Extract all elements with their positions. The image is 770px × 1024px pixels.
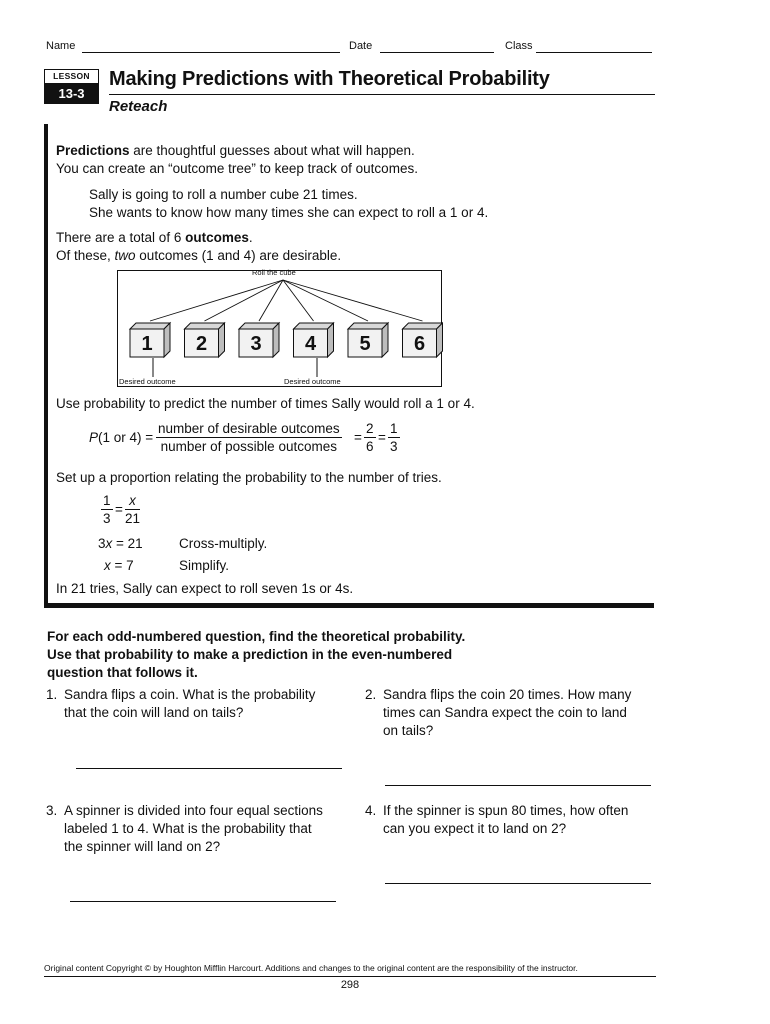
step1-equation: 3x = 21 bbox=[98, 536, 143, 551]
lesson-badge bbox=[44, 69, 99, 104]
footer-rule bbox=[44, 976, 656, 977]
cube-number-6: 6 bbox=[413, 333, 426, 355]
outcome-tree-svg bbox=[118, 271, 443, 388]
tree-branches bbox=[150, 280, 423, 321]
number-cube-6 bbox=[403, 323, 443, 357]
tree-branch-4 bbox=[283, 280, 314, 321]
answer-blank-1[interactable] bbox=[76, 768, 342, 769]
total-outcomes-text: There are a total of 6 outcomes. bbox=[56, 230, 253, 245]
proportion-left-fraction: $\frac{1}{3}$ bbox=[103, 493, 111, 526]
formula-fraction-1-3: $\frac{1}{3}$ bbox=[390, 421, 398, 454]
name-label: Name bbox=[46, 40, 76, 52]
tree-branch-5 bbox=[283, 280, 368, 321]
number-cube-3 bbox=[239, 323, 279, 357]
cube-number-5: 5 bbox=[359, 333, 371, 355]
copyright-footer: Original content Copyright © by Houghton Mifflin Harcourt. Additions and changes to the original content are the responsibility of the instructor. bbox=[44, 963, 578, 973]
cube-number-4: 4 bbox=[304, 333, 317, 355]
desired-outcome-label-2: Desired outcome bbox=[284, 377, 341, 386]
answer-blank-2[interactable] bbox=[385, 785, 651, 786]
answer-blank-4[interactable] bbox=[385, 883, 651, 884]
proportion-text: Set up a proportion relating the probability to the number of tries. bbox=[56, 470, 442, 485]
step2-equation: x = 7 bbox=[104, 558, 134, 573]
formula-denominator: number of possible outcomes bbox=[160, 439, 337, 454]
class-label: Class bbox=[505, 40, 533, 52]
formula-main-fraction bbox=[156, 420, 342, 455]
outcome-tree-diagram bbox=[117, 270, 442, 387]
formula-lhs: P(1 or 4) = bbox=[89, 430, 154, 445]
title-rule bbox=[109, 94, 655, 95]
question-1: 1. Sandra flips a coin. What is the probability that the coin will land on tails? bbox=[46, 687, 316, 720]
cube-number-2: 2 bbox=[195, 333, 208, 355]
cubes-group bbox=[130, 323, 443, 357]
proportion-right-fraction: $\frac{x}{21}$ bbox=[125, 493, 141, 526]
date-label: Date bbox=[349, 40, 373, 52]
tree-branch-6 bbox=[283, 280, 423, 321]
number-cube-5 bbox=[348, 323, 388, 357]
question-4: 4. If the spinner is spun 80 times, how often can you expect it to land on 2? bbox=[365, 803, 629, 836]
question-3: 3. A spinner is divided into four equal sections labeled 1 to 4. What is the probability that the spinner will land on 2? bbox=[46, 803, 323, 854]
outcome-tree-text: You can create an “outcome tree” to keep track of outcomes. bbox=[56, 161, 418, 176]
date-blank[interactable] bbox=[380, 52, 494, 53]
panel-bottom-border bbox=[44, 603, 654, 608]
predictions-definition: Predictions are thoughtful guesses about what will happen. bbox=[56, 143, 415, 158]
panel-left-border bbox=[44, 124, 48, 608]
cube-number-1: 1 bbox=[141, 333, 153, 355]
instructions: For each odd-numbered question, find the theoretical probability. Use that probability to make a prediction in the even-numbered question that follows it. bbox=[47, 629, 466, 680]
question-2: 2. Sandra flips the coin 20 times. How many times can Sandra expect the coin to land on tails? bbox=[365, 687, 632, 738]
cube-number-3: 3 bbox=[250, 333, 262, 355]
name-blank[interactable] bbox=[82, 52, 340, 53]
example-line-1: Sally is going to roll a number cube 21 times. bbox=[89, 187, 358, 202]
roll-the-cube-label: Roll the cube bbox=[252, 268, 296, 277]
formula-fraction-2-6: $\frac{2}{6}$ bbox=[366, 421, 374, 454]
number-cube-4 bbox=[294, 323, 334, 357]
desirable-outcomes-text: Of these, two outcomes (1 and 4) are desirable. bbox=[56, 248, 342, 263]
formula-equals-2: = bbox=[378, 430, 386, 445]
page-number: 298 bbox=[340, 979, 360, 991]
step2-note: Simplify. bbox=[179, 558, 230, 573]
formula-equals-1: = bbox=[354, 430, 362, 445]
page-subtitle: Reteach bbox=[109, 98, 168, 115]
lesson-number: 13-3 bbox=[44, 84, 99, 104]
formula-numerator: number of desirable outcomes bbox=[158, 421, 340, 436]
answer-blank-3[interactable] bbox=[70, 901, 336, 902]
example-line-2: She wants to know how many times she can expect to roll a 1 or 4. bbox=[89, 205, 489, 220]
page-title: Making Predictions with Theoretical Probability bbox=[109, 68, 550, 90]
step1-note: Cross-multiply. bbox=[179, 536, 268, 551]
conclusion-text: In 21 tries, Sally can expect to roll seven 1s or 4s. bbox=[56, 581, 354, 596]
number-cube-1 bbox=[130, 323, 170, 357]
desired-outcome-label-1: Desired outcome bbox=[119, 377, 176, 386]
number-cube-2 bbox=[185, 323, 225, 357]
proportion-equals: = bbox=[115, 502, 123, 517]
class-blank[interactable] bbox=[536, 52, 652, 53]
lesson-badge-label: LESSON bbox=[44, 69, 99, 84]
use-probability-text: Use probability to predict the number of times Sally would roll a 1 or 4. bbox=[56, 396, 475, 411]
predictions-term: Predictions bbox=[56, 143, 130, 158]
